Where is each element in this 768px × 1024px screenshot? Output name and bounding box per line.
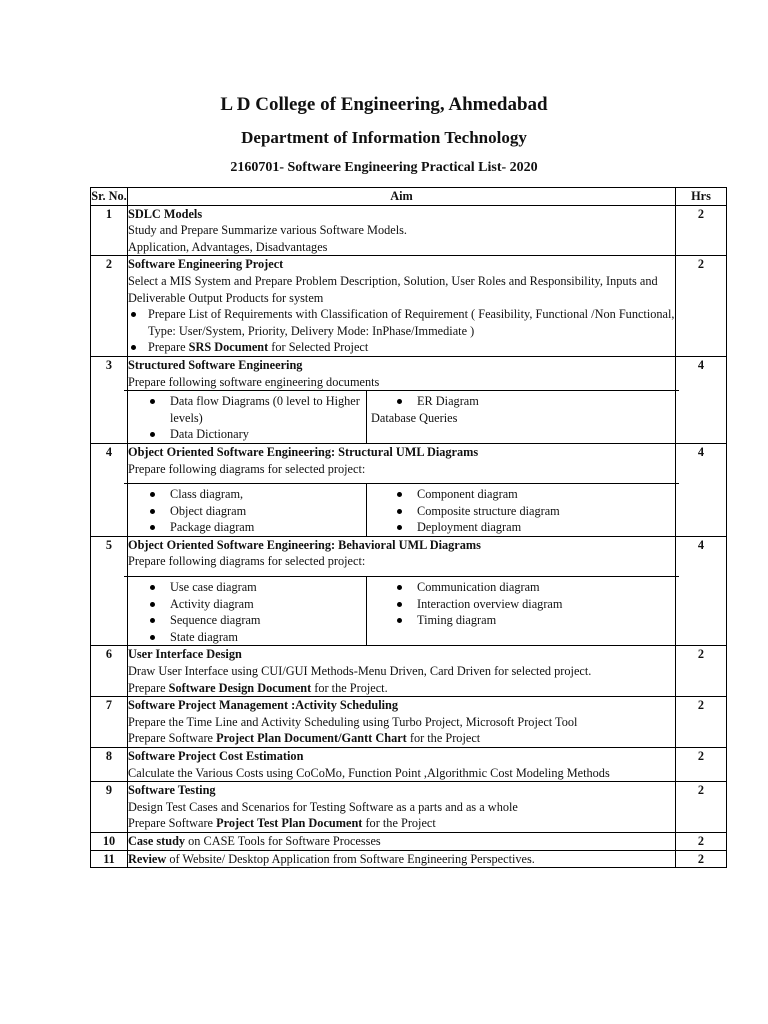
row-text: Draw User Interface using CUI/GUI Methods-Menu Driven, Card Driven for selected project. [128,664,592,679]
sub-table-right [367,577,680,646]
row-aim [128,205,676,256]
deliverable-name: Project Plan Document/Gantt Chart [216,731,407,746]
list-item: Data flow Diagrams (0 level to Higher levels) [128,393,362,426]
row-title: Object Oriented Software Engineering: Behavioral UML Diagrams [128,537,481,552]
row-sr: 2 [91,256,128,357]
row-title: Object Oriented Software Engineering: Structural UML Diagrams [128,444,479,459]
row-hrs: 2 [676,646,727,697]
list-item: Activity diagram [128,596,362,613]
row-aim [128,356,676,443]
table-row [91,697,727,748]
list-item: Prepare List of Requirements with Classification of Requirement ( Feasibility, Functional /Non Functional, Type: User/System, Priority, Delivery Mode: InPhase/Immediate ) [128,306,675,339]
row-sr: 9 [91,782,128,833]
header-aim: Aim [128,188,676,206]
table-row [91,782,727,833]
deliverable-prefix: Prepare [128,680,169,695]
college-title: L D College of Engineering, Ahmedabad [220,94,548,115]
deliverable-suffix: for the Project [362,816,436,831]
row-hrs: 4 [676,536,727,646]
row-aim [128,697,676,748]
row-title: User Interface Design [128,647,242,662]
row-text: Prepare following diagrams for selected project: [128,461,366,476]
list-item: Use case diagram [128,579,362,596]
row-hrs: 2 [676,782,727,833]
row-sr: 4 [91,443,128,536]
header-hrs: Hrs [676,188,727,206]
list-item: Class diagram, [128,486,362,503]
department-title: Department of Information Technology [241,128,527,147]
row-text: Prepare following software engineering documents [128,374,380,389]
list-item: Object diagram [128,503,362,520]
list-item: Deployment diagram [371,519,675,536]
list-item: Interaction overview diagram [371,596,675,613]
row-text: of Website/ Desktop Application from Software Engineering Perspectives. [166,851,535,866]
row-text: Calculate the Various Costs using CoCoMo, Function Point ,Algorithmic Cost Modeling Methods [128,765,610,780]
list-item: State diagram [128,629,362,646]
row-sr: 5 [91,536,128,646]
row-aim [128,646,676,697]
row-sr: 11 [91,850,128,868]
table-row [91,256,727,357]
table-row [91,748,727,782]
row-title: Software Testing [128,783,216,798]
row-title: Software Project Cost Estimation [128,749,304,763]
row-deliverable [128,730,675,747]
row-sr: 10 [91,832,128,850]
list-item: Composite structure diagram [371,503,675,520]
bullet-text: Prepare [148,340,189,355]
srs-document-label: SRS Document [188,340,269,355]
table-row [91,832,727,850]
row-title: Software Engineering Project [128,257,284,272]
bullet-text: for Selected Project [268,340,369,355]
sub-table-right [367,484,680,536]
table-row [91,536,727,646]
row-text: on CASE Tools for Software Processes [185,833,381,848]
row-deliverable [128,815,675,832]
row-line: Application, Advantages, Disadvantages [128,239,328,254]
row-hrs: 2 [676,256,727,357]
row-deliverable [128,680,675,697]
list-item [128,339,675,356]
sub-table-left [124,577,367,646]
row-aim [128,443,676,536]
row-aim [128,748,676,782]
deliverable-suffix: for the Project [406,731,481,746]
row-title: Structured Software Engineering [128,357,303,372]
row-aim [128,536,676,646]
row-title: Software Project Management :Activity Scheduling [128,698,399,713]
list-item: Component diagram [371,486,675,503]
row-hrs: 2 [676,850,727,868]
list-item: ER Diagram [371,393,675,410]
sub-table [124,390,679,443]
list-item: Data Dictionary [128,426,362,443]
bullet-list [128,306,675,356]
row-aim [128,782,676,833]
row-text: Prepare following diagrams for selected project: [128,554,366,569]
list-text: Database Queries [371,410,458,425]
row-hrs: 2 [676,697,727,748]
row-sr: 1 [91,205,128,256]
list-item: Sequence diagram [128,612,362,629]
row-hrs: 4 [676,443,727,536]
row-title: SDLC Models [128,206,203,221]
practical-list-title: 2160701- Software Engineering Practical List- 2020 [230,160,538,175]
row-sr: 8 [91,748,128,782]
row-text: Select a MIS System and Prepare Problem Description, Solution, User Roles and Responsibility, Inputs and Deliverable Output Products for system [128,273,658,305]
sub-table-right [367,391,680,443]
deliverable-name: Software Design Document [168,680,312,695]
row-title: Review [128,851,167,866]
sub-table [124,483,679,536]
row-line: Study and Prepare Summarize various Software Models. [128,223,408,238]
row-sr: 3 [91,356,128,443]
list-item: Package diagram [128,519,362,536]
table-row [91,443,727,536]
sub-table-left [124,391,367,443]
deliverable-prefix: Prepare Software [128,816,217,831]
row-text: Prepare the Time Line and Activity Scheduling using Turbo Project, Microsoft Project Tool [128,714,578,729]
row-title: Case study [128,833,186,848]
table-row [91,356,727,443]
row-hrs: 2 [676,832,727,850]
table-row [91,205,727,256]
row-sr: 6 [91,646,128,697]
deliverable-prefix: Prepare Software [128,731,217,746]
deliverable-suffix: for the Project. [311,680,388,695]
row-sr: 7 [91,697,128,748]
table-row [91,850,727,868]
row-hrs: 4 [676,356,727,443]
sub-table [124,576,679,645]
sub-table-left [124,484,367,536]
practical-list-table [90,187,727,868]
deliverable-name: Project Test Plan Document [216,816,363,831]
list-item: Timing diagram [371,612,675,629]
list-item: Communication diagram [371,579,675,596]
table-header-row [91,188,727,206]
row-aim [128,256,676,357]
row-hrs: 2 [676,205,727,256]
header-sr-no: Sr. No. [91,188,128,206]
row-hrs: 2 [676,748,727,782]
row-aim [128,850,676,868]
table-row [91,646,727,697]
row-aim [128,832,676,850]
row-text: Design Test Cases and Scenarios for Testing Software as a parts and as a whole [128,799,518,814]
